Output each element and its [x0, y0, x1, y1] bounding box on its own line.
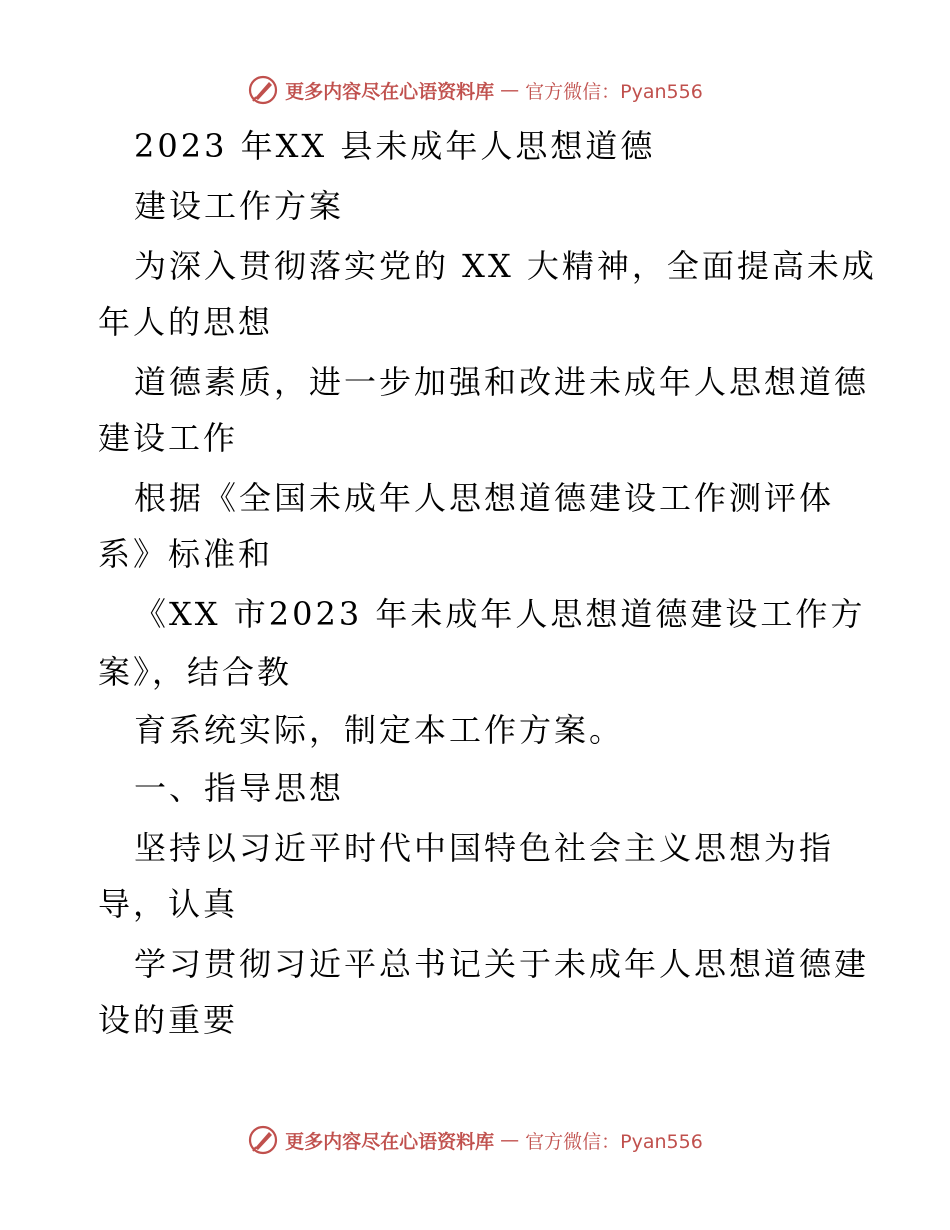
paragraph-line: 年人的思想: [98, 303, 274, 341]
doc-title-line-2: 建设工作方案: [134, 187, 345, 225]
paragraph-line: 育系统实际，制定本工作方案。: [134, 711, 625, 749]
watermark-banner-bottom: [0, 1120, 950, 1160]
paragraph-line: 系》标准和: [98, 535, 274, 573]
paragraph-line: 为深入贯彻落实党的 XX 大精神，全面提高未成: [134, 247, 877, 285]
paragraph-line: 道德素质，进一步加强和改进未成年人思想道德: [134, 363, 870, 401]
watermark-banner-top: [0, 70, 950, 110]
quill-pen-logo-icon: [247, 1124, 279, 1156]
paragraph-line: 案》，结合教: [98, 653, 293, 691]
watermark-wechat: 官方微信：Pyan556: [525, 1130, 703, 1153]
paragraph-line: 设的重要: [98, 1001, 239, 1039]
paragraph-line: 根据《全国未成年人思想道德建设工作测评体: [134, 479, 835, 517]
paragraph-line: 学习贯彻习近平总书记关于未成年人思想道德建: [134, 945, 870, 983]
paragraph-line: 导，认真: [98, 885, 239, 923]
watermark-wechat: 官方微信：Pyan556: [525, 80, 703, 103]
quill-pen-logo-icon: [247, 74, 279, 106]
paragraph-line: 建设工作: [98, 419, 239, 457]
paragraph-line: 《XX 市2023 年未成年人思想道德建设工作方: [134, 595, 866, 633]
section-heading: 一、指导思想: [134, 769, 345, 807]
paragraph-line: 坚持以习近平时代中国特色社会主义思想为指: [134, 829, 835, 867]
watermark-banner-top-inner: [247, 74, 703, 106]
doc-title-line-1: 2023 年XX 县未成年人思想道德: [134, 127, 656, 165]
watermark-dash: —: [500, 1129, 520, 1151]
watermark-dash: —: [500, 79, 520, 101]
watermark-text: 更多内容尽在心语资料库: [285, 80, 495, 103]
watermark-text: 更多内容尽在心语资料库: [285, 1130, 495, 1153]
watermark-banner-bottom-inner: [247, 1124, 703, 1156]
